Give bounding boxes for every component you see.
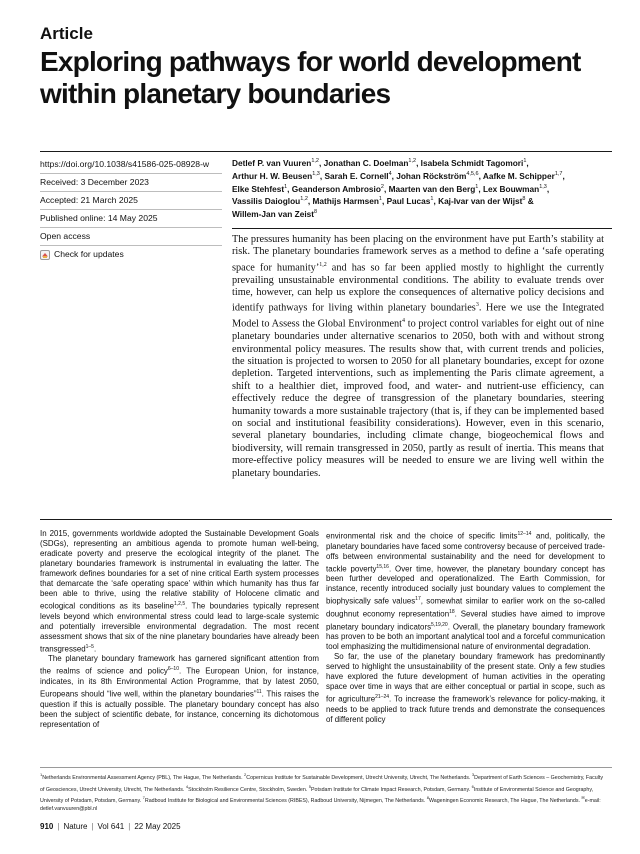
affiliations-footnotes: $^1$Netherlands Environmental Assessment Agency (PBL), The Hague, The Netherlands. $^2$Copernicus Institute for Sustainable Development, Utrecht University, Utrecht, The Netherlands. $^3$Department of Earth Sciences – Geochemistry, Faculty of Geosciences, Utrecht University, Utrecht, The Netherlands. $^4$Stockholm Resilience Centre, Stockholm, Sweden. $^5$Potsdam Institute for Climate Impact Research, Potsdam, Germany. $^6$Institute of Environmental Science and Geography, University of Potsdam, Potsdam, Germany. $^7$Radboud Institute for Biological and Environmental Sciences (RIBES), Radboud University, Nijmegen, The Netherlands. $^8$Wageningen Economic Research, The Hague, The Netherlands. ✉e-mail: detlef.vanvuuren@pbl.nl: [40, 772, 603, 812]
body-column-left: [40, 529, 319, 730]
page-number: 910: [40, 822, 54, 831]
received-date: Received: 3 December 2023: [40, 174, 222, 192]
footnote-divider: [40, 767, 612, 768]
volume-number: Vol 641: [97, 822, 125, 831]
header-divider: [40, 151, 612, 152]
author-list: Detlef P. van Vuuren$^{1,2}$, Jonathan C. Doelman$^{1,2}$, Isabela Schmidt Tagomori$^1$, Arthur H. W. Beusen$^{1,3}$, Sarah E. Cornell$^4$, Johan Röckström$^{4,5,6}$, Aafke M. Schipper$^{1,7}$, Elke Stehfest$^1$, Geanderson Ambrosio$^2$, Maarten van den Berg$^1$, Lex Bouwman$^{1,3}$, Vassilis Daioglou$^{1,2}$, Mathijs Harmsen$^1$, Paul Lucas$^1$, Kaj-Ivar van der Wijst$^8$ & Willem-Jan van Zeist$^8$: [232, 157, 565, 219]
check-for-updates-link[interactable]: [40, 246, 222, 263]
body-paragraph: So far, the use of the planetary boundary framework has predominantly served to highlight the unsustainability of the present state. Only a few studies have explored the future development of human activities in the operating space over time in ways that are either conceptual or partial in scope, such as for agriculture$^{21-24}$. To increase the framework’s relevance for policy-making, it needs to be applied to track future trends and demonstrate the consequences of different policy: [326, 652, 605, 724]
article-title: Exploring pathways for world development within planetary boundaries: [40, 46, 581, 109]
body-paragraph: environmental risk and the choice of specific limits$^{12-14}$ and, politically, the planetary boundaries have faced some controversy because of perceived trade-offs between environmental sustainability and the need for development to tackle poverty$^{15,16}$. Over time, however, the planetary boundary concept has been further developed and operationalized. The Earth Commission, for instance, recently introduced socially just boundary values to complement the biophysically safe values$^{17}$, somewhat similar to earlier work on the so-called doughnut economy representation$^{18}$. Several studies have aimed to improve planetary boundary indicators$^{5,19,20}$. Overall, the planetary boundary framework has proven to be both an important analytical tool and a forceful communication tool emphasizing the multidimensional nature of environmental degradation.: [326, 531, 605, 652]
check-for-updates-icon: [40, 250, 50, 260]
journal-name: Nature: [63, 822, 88, 831]
abstract: The pressures humanity has been placing on the environment have put Earth’s stability at risk. The planetary boundaries framework serves as a method to define a ‘safe operating space for humanity’$^{1,2}$ and has so far been applied mostly to highlight the currently prevailing unsustainable environmental conditions. The ability to evaluate trends over time, however, can help us explore the consequences of alternative policy decisions and identify pathways for living within planetary boundaries$^3$. Here we use the Integrated Model to Assess the Global Environment$^4$ to project control variables for eight out of nine planetary boundaries under alternative scenarios to 2050, both with and without strong environmental policy measures. The results show that, with current trends and policies, the situation is projected to worsen to 2050 for all planetary boundaries, except for ozone depletion. Targeted interventions, such as implementing the Paris climate agreement, a shift to a healthier diet, improved food, and water- and nutrient-use efficiency, can effectively reduce the degree of transgression of the planetary boundaries, steering humanity towards a more sustainable trajectory (that is, if they can be implemented based on social and institutional feasibility considerations). However, even in this scenario, several planetary boundaries, including climate change, biogeochemical flows and biodiversity, will remain transgressed in 2050, partly as result of inertia. This means that more-effective policy measures will be needed to ensure we are living well within the planetary boundaries.: [232, 234, 605, 479]
email-link[interactable]: e-mail: detlef.vanvuuren@pbl.nl: [40, 797, 601, 812]
issue-date: 22 May 2025: [134, 822, 181, 831]
check-for-updates-label: Check for updates: [54, 249, 124, 259]
body-column-right: [326, 529, 605, 725]
published-date: Published online: 14 May 2025: [40, 210, 222, 228]
page-footer: 910 | Nature | Vol 641 | 22 May 2025: [40, 822, 181, 831]
article-metadata: [40, 156, 222, 263]
article-type-label: Article: [40, 24, 93, 43]
body-divider: [40, 519, 612, 520]
abstract-divider: [232, 228, 612, 229]
accepted-date: Accepted: 21 March 2025: [40, 192, 222, 210]
doi-link[interactable]: https://doi.org/10.1038/s41586-025-08928-w: [40, 156, 222, 174]
body-paragraph: In 2015, governments worldwide adopted the Sustainable Development Goals (SDGs), representing an ambitious agenda to promote human well-being, eradicate poverty and preserve the ecological integrity of the planet. The planetary boundaries framework is instrumental in evaluating the latter. The framework defines boundaries for a set of nine critical Earth system processes that demarcate the ‘safe operating space’ within which humanity has thus far been able to thrive, using the relative stability of Holocene climatic and ecological conditions as its baseline$^{1,2,5}$. The boundaries typically represent levels beyond which environmental stress could lead to large-scale systemic and potentially irreversible environmental degradation. The most recent assessment shows that six of the nine planetary boundaries have already been transgressed$^{1-5}$.: [40, 529, 319, 654]
open-access-label: Open access: [40, 228, 222, 246]
body-paragraph: The planetary boundary framework has garnered significant attention from the realms of science and policy$^{6-10}$. The European Union, for instance, indicates, in its 8th Environmental Action Programme, that by latest 2050, Europeans should “live well, within the planetary boundaries”$^{11}$. This raises the question if this is actually possible. The planetary boundary concept has also been the subject of scientific debate, for instance, concerning its dichotomous representation of: [40, 654, 319, 729]
